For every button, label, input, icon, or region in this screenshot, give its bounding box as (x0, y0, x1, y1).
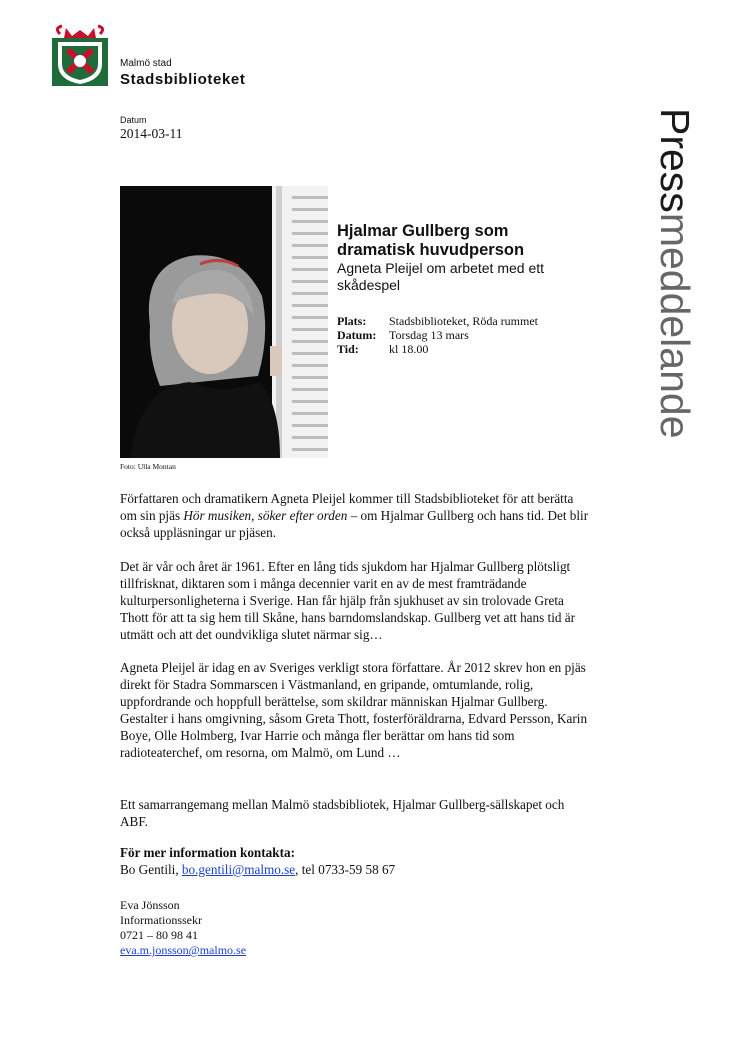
p1-text-a: Författaren och dramatikern Agneta Pleijel kommer till Stadsbiblioteket för att berätta om sin pjäs (120, 491, 574, 523)
event-label: Tid: (337, 342, 359, 356)
subheadline: Agneta Pleijel om arbetet med ett skådespel (337, 260, 545, 293)
contact-heading: För mer information kontakta: (120, 845, 295, 860)
body-paragraph-1 (120, 490, 590, 541)
contact-phone: , tel 0733-59 58 67 (295, 862, 396, 877)
signature-block (120, 898, 246, 958)
vertical-title-light: meddelande (652, 212, 698, 439)
p1-text-b: – om Hjalmar Gullberg och hans tid. Det blir också uppläsningar ur pjäsen. (120, 508, 589, 540)
contact-name: Bo Gentili, (120, 862, 182, 877)
org-name: Stadsbiblioteket (120, 71, 246, 88)
event-row-time (337, 342, 538, 356)
signature-phone: 0721 – 80 98 41 (120, 928, 198, 942)
event-label: Plats: (337, 314, 367, 328)
headline: Hjalmar Gullberg som dramatisk huvudperson (337, 222, 525, 259)
event-row-date (337, 328, 538, 342)
malmo-stad-logo (52, 24, 108, 86)
body-paragraph-2: Det är vår och året är 1961. Efter en lång tids sjukdom har Hjalmar Gullberg plötsligt tillfrisknat, diktaren som i många decennier varit en av de mest framträdande kulturpersonligheterna i Sverige. Han får hjälp från sjukhuset av sin trolovade Greta Thott för att ta sig hem till Skåne, hans barndomslandskap. Gullberg vet att hans tid är utmätt och att det oundvikliga slutet närmar sig… (120, 559, 576, 642)
org-small-label: Malmö stad (120, 58, 172, 69)
body-paragraph-3: Agneta Pleijel är idag en av Sveriges verkligt stora författare. År 2012 skrev hon en pjäs direkt för Stadra Sommarscen i Västmanland, en gripande, omtumlande, rolig, uppfordrande och hoppfull berättelse, som skildrar människan Hjalmar Gullberg. Gestalter i hans omgivning, såsom Greta Thott, fosterföräldrarna, Edvard Persson, Karin Boye, Olle Holmberg, Ivar Harrie och många fler berättar om hans tid som radioteaterchef, om resorna, om Malmö, om Lund … (120, 660, 588, 760)
pressmeddelande-vertical-title (588, 108, 718, 548)
event-label: Datum: (337, 328, 377, 342)
signature-name: Eva Jönsson (120, 898, 180, 912)
photo-credit: Foto: Ulla Montan (120, 462, 176, 471)
author-photo (120, 186, 328, 458)
body-paragraph-4: Ett samarrangemang mellan Malmö stadsbibliotek, Hjalmar Gullberg-sällskapet och ABF. (120, 797, 565, 829)
vertical-title-bold: Press (652, 108, 698, 213)
signature-title: Informationssekr (120, 913, 202, 927)
date-label: Datum (120, 115, 147, 125)
event-value: Stadsbiblioteket, Röda rummet (389, 314, 538, 328)
play-title: Hör musiken, söker efter orden (183, 508, 348, 523)
contact-line (120, 862, 395, 878)
signature-email-link[interactable]: eva.m.jonsson@malmo.se (120, 943, 247, 957)
contact-email-link[interactable]: bo.gentili@malmo.se (181, 862, 296, 877)
date-value: 2014-03-11 (120, 126, 183, 141)
event-value: Torsdag 13 mars (389, 328, 469, 342)
event-info (337, 314, 538, 356)
event-value: kl 18.00 (389, 342, 429, 356)
event-row-place (337, 314, 538, 328)
